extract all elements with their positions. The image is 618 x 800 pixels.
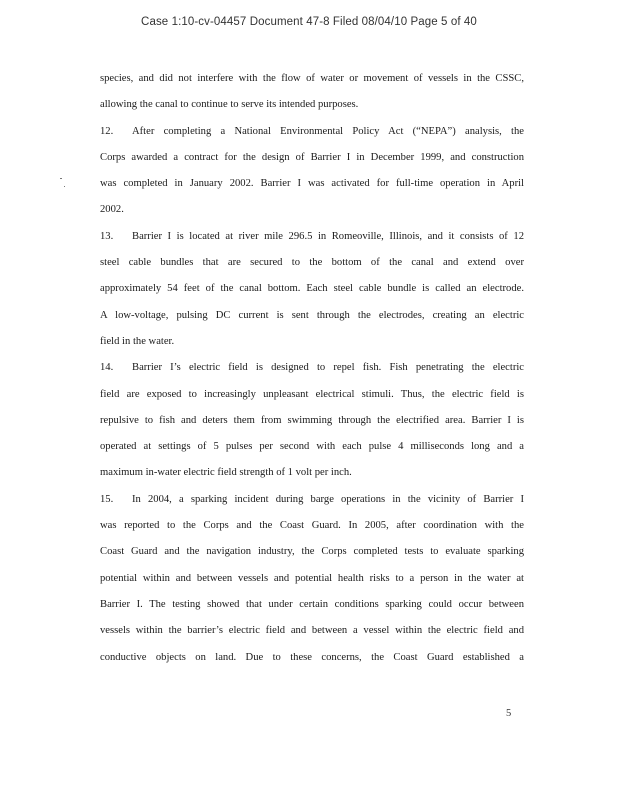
text-line: [100, 329, 524, 355]
text-line: [100, 171, 524, 197]
text-line: [100, 276, 524, 302]
line-text: species, and did not interfere with the flow of water or movement of vessels in the CSSC,: [100, 73, 524, 84]
text-line: [100, 434, 524, 460]
line-text: steel cable bundles that are secured to the bottom of the canal and extend over: [100, 257, 524, 269]
text-line: [100, 250, 524, 276]
document-body: [100, 66, 524, 671]
line-text: was completed in January 2002. Barrier I was activated for full-time operation in April: [100, 178, 524, 190]
paragraph-number: 14.: [100, 362, 114, 374]
line-text: Barrier I. The testing showed that under certain conditions sparking could occur between: [100, 598, 524, 610]
line-text: vessels within the barrier’s electric field and between a vessel within the electric field and: [100, 625, 524, 637]
text-line: [100, 66, 524, 92]
text-line: [100, 460, 524, 486]
scan-speck: [60, 178, 62, 179]
text-line: [100, 592, 524, 618]
line-text: Coast Guard and the navigation industry, the Corps completed tests to evaluate sparking: [100, 546, 524, 558]
line-text: operated at settings of 5 pulses per second with each pulse 4 milliseconds long and a: [100, 441, 524, 453]
paragraph-start-line: [100, 119, 524, 145]
text-line: [100, 408, 524, 434]
text-line: [100, 92, 524, 118]
line-text: field are exposed to increasingly unpleasant electrical stimuli. Thus, the electric field is: [100, 388, 524, 400]
paragraph-start-line: [100, 224, 524, 250]
text-line: [100, 645, 524, 671]
line-text: approximately 54 feet of the canal bottom. Each steel cable bundle is called an electrode.: [100, 283, 524, 295]
text-line: [100, 145, 524, 171]
scan-speck: [64, 186, 65, 187]
paragraph-number: 13.: [100, 230, 114, 242]
text-line: [100, 513, 524, 539]
line-text: A low-voltage, pulsing DC current is sent through the electrodes, creating an electric: [100, 309, 524, 321]
paragraph-start-line: [100, 487, 524, 513]
line-text: conductive objects on land. Due to these concerns, the Coast Guard established a: [100, 651, 524, 663]
line-text: Barrier I is located at river mile 296.5 in Romeoville, Illinois, and it consists of 12: [132, 230, 524, 242]
text-line: [100, 197, 524, 223]
text-line: [100, 566, 524, 592]
text-line: [100, 539, 524, 565]
line-text: allowing the canal to continue to serve its intended purposes.: [100, 99, 359, 111]
line-text: 2002.: [100, 204, 124, 216]
paragraph-number: 15.: [100, 493, 114, 505]
line-text: repulsive to fish and deters them from swimming through the electrified area. Barrier I is: [100, 414, 524, 426]
paragraph-start-line: [100, 355, 524, 381]
line-text: field in the water.: [100, 335, 175, 347]
paragraph-number: 12.: [100, 125, 114, 137]
line-text: was reported to the Corps and the Coast Guard. In 2005, after coordination with the: [100, 520, 524, 532]
text-line: [100, 618, 524, 644]
line-text: potential within and between vessels and potential health risks to a person in the water at: [100, 572, 524, 584]
line-text: In 2004, a sparking incident during barge operations in the vicinity of Barrier I: [132, 493, 524, 505]
line-text: Corps awarded a contract for the design of Barrier I in December 1999, and construction: [100, 151, 524, 163]
line-text: maximum in-water electric field strength of 1 volt per inch.: [100, 467, 352, 479]
line-text: Barrier I’s electric field is designed to repel fish. Fish penetrating the electric: [132, 362, 524, 374]
line-text: After completing a National Environmental Policy Act (“NEPA”) analysis, the: [132, 125, 524, 137]
text-line: [100, 303, 524, 329]
page-number: 5: [506, 708, 512, 719]
text-line: [100, 382, 524, 408]
case-header: Case 1:10-cv-04457 Document 47-8 Filed 08/04/10 Page 5 of 40: [141, 16, 477, 28]
